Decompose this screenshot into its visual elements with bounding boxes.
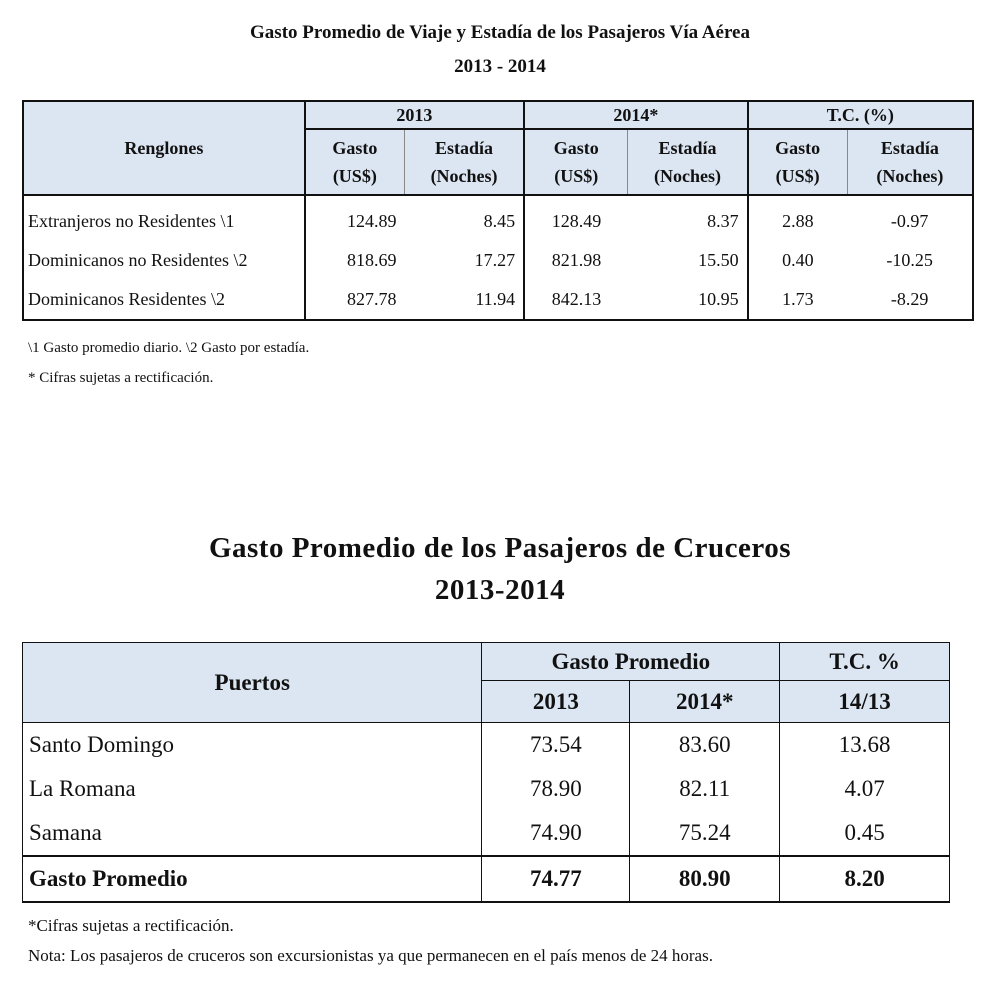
table-row	[23, 811, 950, 856]
table-row	[23, 723, 950, 768]
column-group-gasto-promedio: Gasto Promedio	[482, 643, 780, 681]
row-label: La Romana	[23, 767, 482, 811]
cell: 74.90	[482, 811, 630, 856]
column-header-gasto: Gasto (US$)	[524, 129, 628, 195]
total-row	[23, 856, 950, 902]
cell: 82.11	[630, 767, 780, 811]
cell: 8.45	[483, 211, 516, 231]
cell: -10.25	[847, 241, 973, 280]
column-header-14-13: 14/13	[780, 681, 950, 723]
row-label: Dominicanos Residentes \2	[23, 280, 305, 320]
column-group-2014: 2014*	[524, 101, 747, 129]
column-header-2013: 2013	[482, 681, 630, 723]
table-row	[23, 767, 950, 811]
cell: 73.54	[482, 723, 630, 768]
row-label: Santo Domingo	[23, 723, 482, 768]
table1-footnote: \1 Gasto promedio diario. \2 Gasto por estadía.	[28, 340, 310, 356]
row-label: Dominicanos no Residentes \2	[23, 241, 305, 280]
cell: 74.77	[482, 856, 630, 902]
table2-footnote: *Cifras sujetas a rectificación.	[28, 916, 234, 935]
cell: 818.69	[305, 241, 405, 280]
cell: 124.89	[305, 195, 405, 241]
cell: 11.94	[404, 280, 524, 320]
cell: 0.40	[748, 241, 848, 280]
table2-note: Nota: Los pasajeros de cruceros son excursionistas ya que permanecen en el país menos de 24 horas.	[28, 946, 713, 965]
cell: 80.90	[630, 856, 780, 902]
cell: 827.78	[305, 280, 405, 320]
column-group-2013: 2013	[305, 101, 524, 129]
cell: 2.88	[748, 195, 848, 241]
table-row	[23, 241, 973, 280]
column-header-puertos: Puertos	[23, 643, 482, 723]
cell: 0.45	[780, 811, 950, 856]
column-group-tc: T.C. %	[780, 643, 950, 681]
column-header-gasto: Gasto (US$)	[748, 129, 848, 195]
air-passengers-table	[22, 100, 974, 321]
column-header-2014: 2014*	[630, 681, 780, 723]
table1-title: Gasto Promedio de Viaje y Estadía de los Pasajeros Vía Aérea	[250, 22, 750, 43]
cruise-passengers-table	[22, 642, 950, 903]
table1-subtitle: 2013 - 2014	[454, 56, 546, 77]
column-header-estadia: Estadía (Noches)	[628, 129, 748, 195]
cell: 128.49	[524, 195, 628, 241]
column-header-gasto: Gasto (US$)	[305, 129, 405, 195]
cell: 842.13	[524, 280, 628, 320]
column-header-estadia: Estadía (Noches)	[847, 129, 973, 195]
column-header-estadia: Estadía (Noches)	[404, 129, 524, 195]
cell: -8.29	[847, 280, 973, 320]
cell: -0.97	[847, 195, 973, 241]
table1-footnote-preliminary: * Cifras sujetas a rectificación.	[28, 370, 214, 386]
table2-subtitle: 2013-2014	[434, 574, 566, 606]
column-header-renglones: Renglones	[23, 101, 305, 195]
cell: 75.24	[630, 811, 780, 856]
cell: 821.98	[524, 241, 628, 280]
cell: 4.07	[780, 767, 950, 811]
table-row	[23, 195, 973, 241]
row-label: Gasto Promedio	[23, 856, 482, 902]
cell: 15.50	[698, 250, 739, 270]
cell: 13.68	[780, 723, 950, 768]
row-label: Samana	[23, 811, 482, 856]
cell: 10.95	[628, 280, 748, 320]
column-group-tc: T.C. (%)	[748, 101, 973, 129]
cell: 1.73	[748, 280, 848, 320]
cell: 17.27	[474, 250, 516, 270]
row-label: Extranjeros no Residentes \1	[23, 195, 305, 241]
cell: 8.37	[707, 211, 739, 231]
table2-title: Gasto Promedio de los Pasajeros de Cruceros	[208, 532, 792, 564]
table-row	[23, 280, 973, 320]
cell: 8.20	[780, 856, 950, 902]
cell: 83.60	[630, 723, 780, 768]
cell: 78.90	[482, 767, 630, 811]
